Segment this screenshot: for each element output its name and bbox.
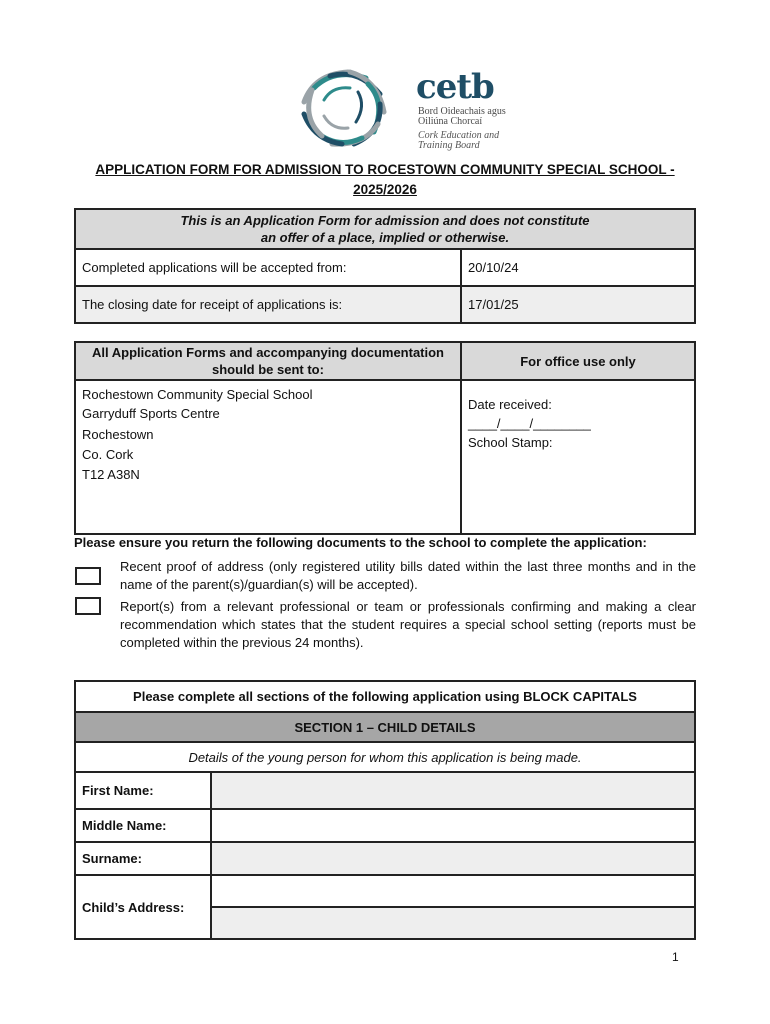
logo-irish-line-1: Bord Oideachais agus xyxy=(418,106,506,117)
closing-date-label: The closing date for receipt of applications is: xyxy=(75,286,461,323)
date-received-label: Date received: xyxy=(468,397,552,412)
logo-english-line-1: Cork Education and xyxy=(418,130,500,141)
closing-date-value: 17/01/25 xyxy=(461,286,695,323)
surname-label: Surname: xyxy=(75,842,211,875)
date-received-blank[interactable]: ____/____/________ xyxy=(468,416,591,431)
surname-field[interactable] xyxy=(211,842,695,875)
send-to-header xyxy=(75,342,461,380)
address-line: Rochestown xyxy=(82,427,154,442)
professional-report-text: Report(s) from a relevant professional or team or professionals confirming and making a clear recommendation which states that the student requires a special school setting (reports must be completed within the previous 24 months). xyxy=(120,599,696,650)
form-title xyxy=(80,160,690,200)
cetb-swirl-icon xyxy=(288,66,400,150)
offer-notice-line-1: This is an Application Form for admission and does not constitute xyxy=(180,213,590,228)
send-to-header-line-2: should be sent to: xyxy=(212,362,324,377)
logo-english-line-2: Training Board xyxy=(418,140,480,151)
form-title-line-1: APPLICATION FORM FOR ADMISSION TO ROCESTOWN COMMUNITY SPECIAL SCHOOL - xyxy=(95,162,675,177)
office-use-cell xyxy=(461,380,695,534)
form-title-line-2: 2025/2026 xyxy=(353,182,417,197)
section-1-title: SECTION 1 – CHILD DETAILS xyxy=(75,712,695,742)
dates-table xyxy=(74,208,696,324)
address-line: Rochestown Community Special School xyxy=(82,387,313,402)
logo-irish-line-2: Oiliúna Chorcaí xyxy=(418,116,483,127)
offer-notice xyxy=(75,209,695,249)
accepted-from-label: Completed applications will be accepted from: xyxy=(75,249,461,286)
send-to-table xyxy=(74,341,696,535)
proof-of-address-checkbox[interactable] xyxy=(75,567,101,585)
middle-name-label: Middle Name: xyxy=(75,809,211,842)
documents-heading: Please ensure you return the following documents to the school to complete the application: xyxy=(74,535,647,550)
child-address-label: Child’s Address: xyxy=(75,875,211,939)
child-address-field-line-2[interactable] xyxy=(211,907,695,939)
logo-brand-text: cetb xyxy=(416,67,494,107)
middle-name-field[interactable] xyxy=(211,809,695,842)
address-line: T12 A38N xyxy=(82,467,140,482)
child-address-field-line-1[interactable] xyxy=(211,875,695,907)
section-1-description: Details of the young person for whom this application is being made. xyxy=(75,742,695,772)
address-line: Garryduff Sports Centre xyxy=(82,406,220,421)
offer-notice-line-2: an offer of a place, implied or otherwise. xyxy=(260,230,510,245)
school-stamp-label: School Stamp: xyxy=(468,435,553,450)
school-address xyxy=(75,380,461,534)
professional-report-checkbox[interactable] xyxy=(75,597,101,615)
page-number: 1 xyxy=(672,950,679,964)
office-use-header: For office use only xyxy=(461,342,695,380)
proof-of-address-text: Recent proof of address (only registered utility bills dated within the last three months and in the name of the parent(s)/guardian(s) will be accepted). xyxy=(120,559,696,592)
send-to-header-line-1: All Application Forms and accompanying documentation xyxy=(92,345,444,360)
address-line: Co. Cork xyxy=(82,447,134,462)
cetb-logo xyxy=(288,66,528,150)
accepted-from-date: 20/10/24 xyxy=(461,249,695,286)
first-name-field[interactable] xyxy=(211,772,695,809)
first-name-label: First Name: xyxy=(75,772,211,809)
child-details-table xyxy=(74,680,696,940)
block-capitals-banner: Please complete all sections of the following application using BLOCK CAPITALS xyxy=(75,681,695,712)
